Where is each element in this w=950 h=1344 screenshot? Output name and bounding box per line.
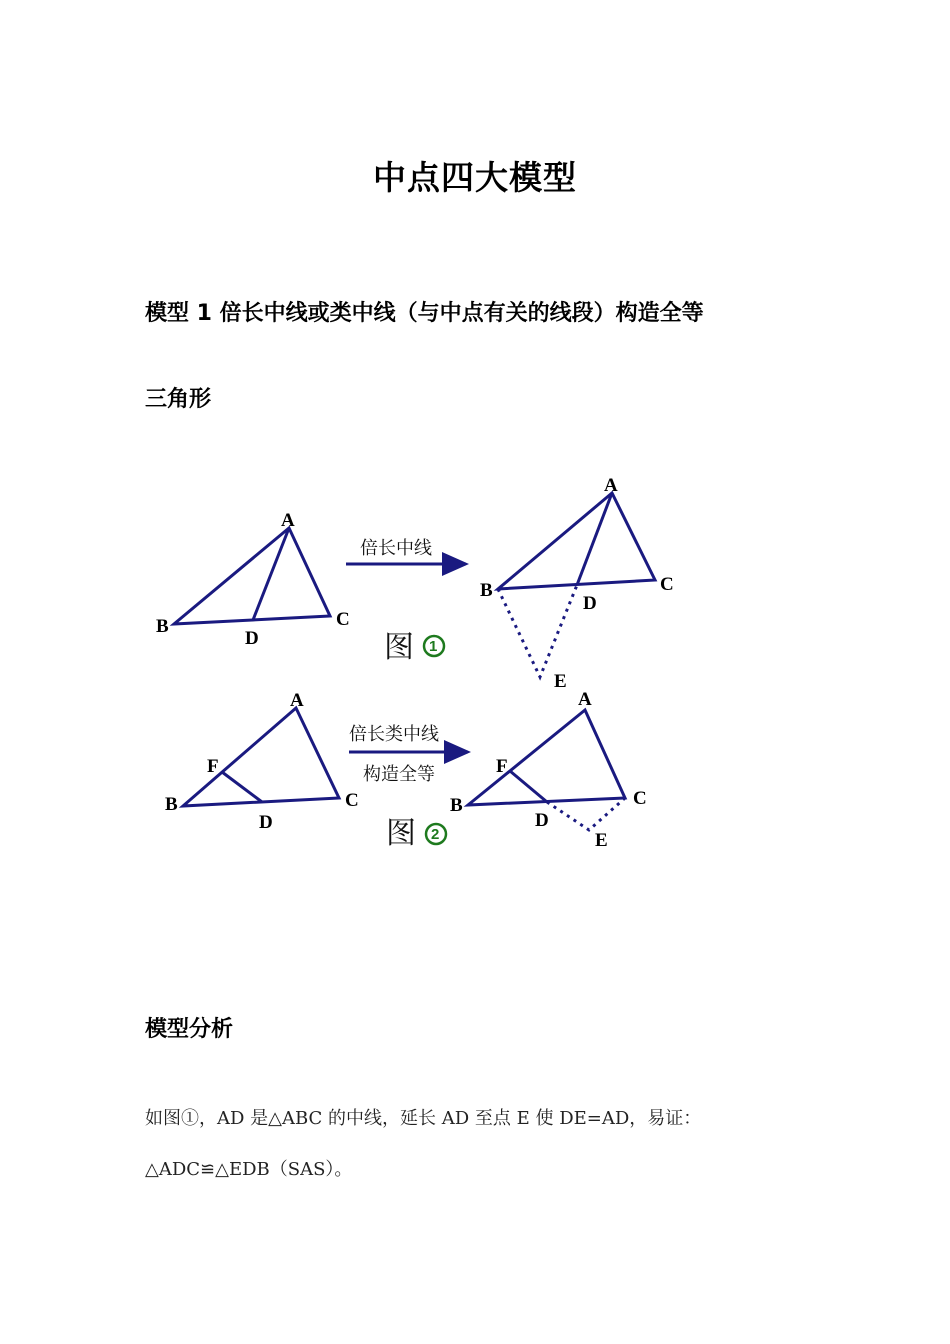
fig2-caption: 图 (386, 816, 416, 851)
fig1-label-a: A (281, 510, 295, 531)
arrow1-label: 倍长中线 (360, 538, 432, 559)
fig1r-label-a: A (604, 475, 618, 496)
fig1r-triangle-abc (498, 493, 655, 589)
fig2-label-f: F (207, 756, 219, 777)
arrow2-label-top: 倍长类中线 (349, 724, 439, 745)
fig1r-label-c: C (660, 574, 674, 595)
fig2r-extension-dec (547, 798, 625, 830)
fig1r-label-b: B (480, 580, 493, 601)
fig1-caption: 图 (384, 630, 414, 665)
fig1r-label-e: E (554, 671, 567, 692)
fig1-label-b: B (156, 616, 169, 637)
fig2r-label-b: B (450, 795, 463, 816)
fig2r-label-c: C (633, 788, 647, 809)
fig2-label-c: C (345, 790, 359, 811)
fig1-number: 1 (429, 638, 438, 655)
arrow2-label-bottom: 构造全等 (363, 764, 435, 785)
fig1-label-c: C (336, 609, 350, 630)
fig2-label-d: D (259, 812, 273, 833)
fig2r-label-d: D (535, 810, 549, 831)
fig2r-label-a: A (578, 689, 592, 710)
fig2r-label-f: F (496, 756, 508, 777)
fig2-number: 2 (431, 826, 440, 843)
analysis-paragraph-line2: △ADC≌△EDB（SAS）。 (145, 1159, 353, 1180)
fig1r-extension-be-de (498, 585, 577, 677)
fig1-label-d: D (245, 628, 259, 649)
model1-heading-cont: 三角形 (145, 387, 212, 412)
analysis-paragraph-line1: 如图①，AD 是△ABC 的中线，延长 AD 至点 E 使 DE=AD，易证： (145, 1108, 702, 1129)
fig2-segment-fd (222, 772, 262, 802)
fig2-label-b: B (165, 794, 178, 815)
fig1-triangle-abc (174, 528, 330, 624)
fig1r-label-d: D (583, 593, 597, 614)
fig2r-segment-fd (510, 771, 547, 802)
analysis-heading: 模型分析 (145, 1017, 234, 1042)
fig2r-triangle-abc (468, 710, 625, 805)
fig2-label-a: A (290, 690, 304, 711)
fig2r-label-e: E (595, 830, 608, 851)
model1-heading: 模型 1 倍长中线或类中线（与中点有关的线段）构造全等 (145, 301, 704, 326)
page-title: 中点四大模型 (373, 158, 577, 197)
